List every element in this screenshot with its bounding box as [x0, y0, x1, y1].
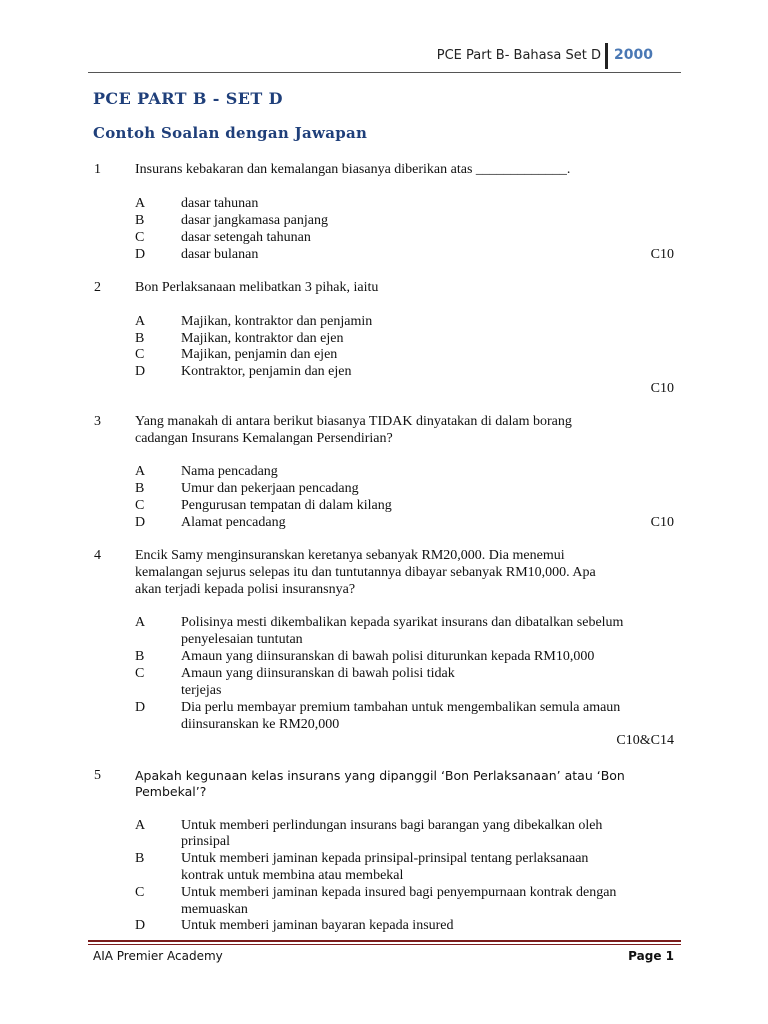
question-text: Bon Perlaksanaan melibatkan 3 pihak, iaitu — [135, 280, 379, 295]
question-text: kemalangan sejurus selepas itu dan tuntutannya dibayar sebanyak RM10,000. Apa — [135, 565, 596, 580]
header-divider — [605, 43, 608, 69]
option-text: kontrak untuk membina atau membekal — [181, 868, 404, 883]
option-text: Nama pencadang — [181, 464, 278, 479]
option-letter: B — [135, 213, 145, 228]
option-text: Untuk memberi jaminan bayaran kepada insured — [181, 918, 454, 933]
option-text: Majikan, kontraktor dan ejen — [181, 331, 344, 346]
option-text: Untuk memberi jaminan kepada insured bagi penyempurnaan kontrak dengan — [181, 885, 617, 900]
option-text: Untuk memberi perlindungan insurans bagi barangan yang dibekalkan oleh — [181, 818, 603, 833]
option-letter: A — [135, 464, 146, 479]
option-letter: D — [135, 515, 146, 530]
footer-rule — [88, 940, 681, 942]
running-header: PCE Part B- Bahasa Set D — [436, 48, 601, 63]
option-text: Dia perlu membayar premium tambahan untuk mengembalikan semula amaun — [181, 700, 621, 715]
option-letter: B — [135, 851, 145, 866]
option-text: diinsuranskan ke RM20,000 — [181, 717, 340, 732]
question-text: Yang manakah di antara berikut biasanya TIDAK dinyatakan di dalam borang — [135, 414, 572, 429]
option-text: penyelesaian tuntutan — [181, 632, 303, 647]
answer-code: C10 — [650, 515, 674, 530]
header-year: 2000 — [614, 47, 653, 63]
option-text: Majikan, penjamin dan ejen — [181, 347, 338, 362]
option-letter: C — [135, 885, 145, 900]
page-number: Page 1 — [628, 949, 674, 963]
answer-code: C10 — [650, 381, 674, 396]
answer-code: C10 — [650, 247, 674, 262]
footer-academy: AIA Premier Academy — [93, 949, 223, 963]
option-text: dasar jangkamasa panjang — [181, 213, 328, 228]
question-number: 5 — [94, 768, 101, 783]
question-number: 2 — [94, 280, 101, 295]
option-text: Pengurusan tempatan di dalam kilang — [181, 498, 392, 513]
question-text: akan terjadi kepada polisi insuransnya? — [135, 582, 356, 597]
option-text: terjejas — [181, 683, 222, 698]
option-text: Alamat pencadang — [181, 515, 286, 530]
option-text: Majikan, kontraktor dan penjamin — [181, 314, 373, 329]
option-text: Amaun yang diinsuranskan di bawah polisi diturunkan kepada RM10,000 — [181, 649, 595, 664]
option-letter: C — [135, 230, 145, 245]
option-letter: B — [135, 331, 145, 346]
question-text: Insurans kebakaran dan kemalangan biasanya diberikan atas _____________. — [135, 162, 571, 177]
header-rule — [88, 72, 681, 73]
footer-rule-thin — [88, 944, 681, 945]
option-text: Amaun yang diinsuranskan di bawah polisi tidak — [181, 666, 455, 681]
option-text: Untuk memberi jaminan kepada prinsipal-prinsipal tentang perlaksanaan — [181, 851, 589, 866]
option-text: Polisinya mesti dikembalikan kepada syarikat insurans dan dibatalkan sebelum — [181, 615, 624, 630]
option-letter: D — [135, 700, 146, 715]
option-text: dasar bulanan — [181, 247, 259, 262]
option-letter: B — [135, 649, 145, 664]
option-letter: C — [135, 498, 145, 513]
option-letter: A — [135, 196, 146, 211]
option-letter: C — [135, 347, 145, 362]
question-text: Apakah kegunaan kelas insurans yang dipanggil ‘Bon Perlaksanaan’ atau ‘Bon — [135, 768, 625, 783]
question-number: 3 — [94, 414, 101, 429]
page-title: PCE PART B - SET D — [93, 89, 283, 108]
question-number: 4 — [94, 548, 101, 563]
option-letter: A — [135, 615, 146, 630]
option-text: memuaskan — [181, 902, 248, 917]
option-text: prinsipal — [181, 834, 230, 849]
option-text: dasar setengah tahunan — [181, 230, 311, 245]
page-subtitle: Contoh Soalan dengan Jawapan — [93, 124, 368, 142]
option-letter: C — [135, 666, 145, 681]
option-text: Umur dan pekerjaan pencadang — [181, 481, 359, 496]
option-letter: D — [135, 247, 146, 262]
option-text: dasar tahunan — [181, 196, 259, 211]
option-text: Kontraktor, penjamin dan ejen — [181, 364, 352, 379]
question-number: 1 — [94, 162, 101, 177]
option-letter: B — [135, 481, 145, 496]
question-text: Pembekal’? — [135, 784, 207, 799]
option-letter: D — [135, 918, 146, 933]
question-text: cadangan Insurans Kemalangan Persendirian? — [135, 431, 393, 446]
option-letter: A — [135, 818, 146, 833]
question-text: Encik Samy menginsuranskan keretanya sebanyak RM20,000. Dia menemui — [135, 548, 565, 563]
answer-code: C10&C14 — [616, 733, 674, 748]
option-letter: A — [135, 314, 146, 329]
option-letter: D — [135, 364, 146, 379]
